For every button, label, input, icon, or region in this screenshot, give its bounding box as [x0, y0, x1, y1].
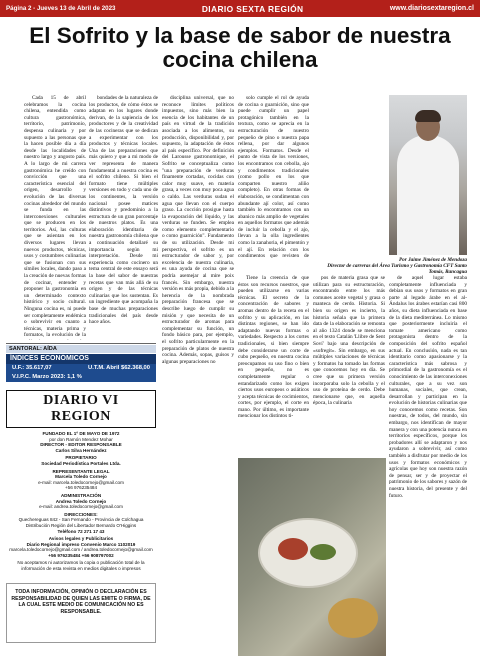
ipc-value: V.I.P.C. Marzo 2023: 1,1 %	[12, 374, 82, 380]
column-text: Cada 15 de abril celebramos la cocina chilena, entendida como cultura gastronómica, territorio, patrimonio, despensa culinaria y por supuesto a las personas que la hacen posible día a día desde las localidades de nuestro largo y angosto país. A lo largo de mi carrera gastronómica he creído con convicción que una característica esencial del origen, desarrollo y evolución de las diversas cocinas alrededor del mundo se funda en las interconexiones culturales que se producen en los territorios. Así, las culturas que se asientan en los diversos lugares llevan nuevos productos, técnicas, usos y costumbres culinarias que se fusionan con sus símiles locales, dando paso a la creación de nuevas formas de cocinar, entender y proponer la gastronomía en un determinado contexto histórico y socio cultural. Ninguna cocina es, ni puede ser completamente endémica o sobrevivir en cuanto a técnicas, materia prima y formatos, la evolución de la	[24, 95, 86, 339]
masthead	[6, 387, 156, 427]
address-line: Teléfono 72 271 17 43	[57, 528, 105, 534]
author-photo	[389, 95, 467, 255]
bowl-shape	[328, 598, 378, 638]
owner-label: PROPIETARIO	[65, 455, 97, 461]
article-title: El Sofrito y la base de sabor de nuestra cocina chilena	[29, 23, 451, 72]
ads-email: marcela.toledocornejo@gmail.com / andrea.toledocornejo@gmail.com	[9, 547, 153, 553]
author-role: Director de carreras del Área Turismo y Gastronomía CFT Santo Tomás, Rancagua	[327, 263, 467, 276]
article-column-4	[238, 95, 309, 260]
legal-rep-email: e-mail: marcela.toledocornejo@gmail.com	[38, 479, 124, 485]
legal-rep-label: REPRESENTANTE LEGAL	[52, 468, 110, 474]
credits-block	[6, 431, 156, 572]
uf-value: U.F.: 35.617,07	[12, 365, 52, 371]
ads-phones: +56 976235484 +56 908797002	[48, 552, 114, 558]
column-text: pos de materia grasa que se utilizan para su estructuración, encontrando entre los más comunes aceite vegetal y grasa o manteca de cerdo. Historia. Si bien su origen es incierto, la historia señala que la primera data de la elaboración se remonta al año 1324 donde se menciona en el texto Catalán 'Llibre de Sent Soví' bajo una descripción de «sofregit». Sin embargo, en sus múltiples variaciones de técnicas y formatos ha tomado las formas que conocemos hoy en día. Se cree que su primera versión incorporaba solo la cebolla y el uso de proteína de cerdo. Debe mencionarse que, en aquella época, la culinaria	[313, 275, 385, 407]
indices-row	[6, 364, 156, 373]
santoral-bar: SANTORAL: AÍDA	[6, 345, 156, 353]
founded-line: FUNDADO EL 1º DE MAYO DE 1972	[42, 431, 120, 436]
admin-name: Andrea Toledo Cornejo	[55, 498, 107, 504]
logo-text: DIARIO VI REGION	[43, 393, 119, 424]
website-link[interactable]: www.diariosextaregion.cl	[389, 5, 474, 12]
article-column-8	[389, 275, 467, 670]
address-line: Distribución Región del Libertador Bernardo O'Higgins	[25, 522, 137, 528]
disclaimer: No aceptamos ni autorizamos la copia o publicación total de la información de esta revista en medios digitales o impresos	[17, 560, 145, 572]
indices-row	[6, 373, 156, 382]
plate-shape	[258, 518, 358, 588]
author-hair	[415, 110, 441, 122]
responsibility-notice: TODA INFORMACIÓN, OPINIÓN O DECLARACIÓN ES RESPONSABILIDAD DE QUIEN LAS EMITE O FIRMA, DE LA CUAL ESTE MEDIO DE COMUNICACIÓN NO ES RESPONSABLE.	[6, 583, 156, 643]
legal-rep-name: Marcela Toledo Cornejo	[55, 474, 107, 480]
owner-name: Sociedad Periodística Portales Ltda.	[41, 460, 121, 466]
admin-label: ADMINISTRACIÓN	[60, 492, 102, 498]
legal-rep-phone: +56 976235484	[64, 485, 98, 491]
article-column-3	[162, 95, 234, 670]
brand-name: DIARIO SEXTA REGIÓN	[201, 3, 304, 14]
newspaper-logo	[6, 390, 156, 428]
page-date: Página 2 - Jueves 13 de Abril de 2023	[6, 5, 116, 12]
top-bar	[0, 0, 480, 17]
article-column-1	[24, 95, 86, 340]
founder-line: por don Ramón Mendez Mohar	[49, 436, 113, 442]
column-text: disciplina universal, que no reconoce límites políticos impuestos, sino más bien la esencia de los habitantes de un país en virtud de la tradición asociada a los alimentos, su producción, disponibilidad y, por supuesto, la adaptación de éstos al país específico. Por definición del Larousse gastronomique, el Sofrito se conceptualiza como "una preparación de verduras finamente cortadas, cocidas con calor muy suave, en materia grasa, a veces con muy poca agua o caldo. Las verduras sudan el agua que llevan con el cuerpo graso. La cocción prosigue hasta la evaporación del líquido, y las verduras se funden. Se emplea como elemento complementario o como guarnición". Fundamento de su utilización. Desde mi perspectiva, el sofrito es un estructurador de sabor y, por excelencia de nuestra culinaria, es una ayuda de cocina que se podría asemejar al mire poix francés. Sin embargo, nuestra versión es más propia, debido a la herencia de la nombrada preparación francesa que se describe luego de cumplir su misión y que necesita de un estructurador de aromas para complementar su función, un fondo básico para, por ejemplo, el sofrito particularmente en la preparación de platos de nuestra cocina. Además, sopas, guisos y algunas preparaciones no	[162, 95, 234, 365]
column-text: solo cumple el rol de ayuda de cocina o guarnición, sino que puede cumplir un papel protagónico también en la textura, como se aprecia en la estructuración de nuestro pequeño de pino o nuestra papa rellena, por dar algunos ejemplos. Formatos. Desde el punto de vista de los versiones, los encontramos con cebolla, ajo y condimentos tradicionales (como pollo en los que comparten nuestro aliño completo). En otras formas de elaboración, se condimentan con abundante ají color, así como también lo encontramos con un abanico más amplio de vegetales en aquellos formatos que además de incluir la cebolla y el ajo, llevan a la olla ingredientes como la zanahoria, el pimentón y el ají. En relación con los condimentos que revisten de	[238, 95, 309, 260]
column-text: bondades de la naturaleza de los productos, de cómo éstos se adaptan en los lugares donde derivan, de la sapiencia de los productores y de la creatividad de las cocineras que se dedican a experimentar con los productos y técnicas locales. Una de las preparaciones que más quiero y que a mi modo de ver representa de manera fundamental a nuestra cocina es el sofrito chileno. Si bien el formato tiene múltiples versiones en todo y cada uno de los continentes, la versión nacional posee matices distintivos y predominio a la estructura de un gran porcentaje de nuestros platos. Es una elaboración identitaria de nuestra gastronomía chilena que a continuación detallaré su importancia según mi interpretación. Desde mi experiencia como cocinero un tema central de este ensayo será la base del sabor de nuestras recetas que van más allá de su origen y de las técnicas culinarias que los sustentan. Es un ingrediente que acompaña la base de muchas preparaciones tradicionales del país desde hace años.	[89, 95, 158, 326]
ads-label: Avisos legales y Publicitarios	[48, 536, 114, 542]
column-text: Tiene la creencia de que éstos son recursos nuestros, que pueden utilizarse en varias técnicas. El secreto de la concentración de sabores y aromas dentro de la receta en el sofrito y su aplicación, en las distintas regiones, se han ido adaptando nuevas formas o variedades. Respecto a los cortes tradicionales, si bien siempre debe considerarse un corte de cubo pequeño, en nuestra cocina preocupamos su uso fino o bien en pequeño, no es completamente regular o estandarizado como los exigen ciertos usos europeos o asiáticos y acepta técnicas de cocimientos, cortes, por ejemplo, el corte en mano. Por último, es importante mencionar los distintos ti-	[238, 275, 309, 420]
address-label: DIRECCIONES:	[64, 511, 98, 517]
admin-email: e-mail: andrea.toledocornejo@gmail.com	[39, 504, 123, 510]
divider	[6, 343, 156, 344]
ads-line: Diario Regional impreso Convenio Marco 1102019	[26, 541, 136, 547]
author-caption	[313, 257, 467, 276]
author-name: Por Jaime Jiménez de Mendoza	[398, 257, 467, 263]
address-line: Quechereguas 842 - San Fernando - Provincia de Colchagua	[18, 517, 144, 523]
food-photo	[238, 458, 386, 656]
indices-title: ÍNDICES ECONÓMICOS	[6, 354, 156, 364]
food-shape	[278, 538, 308, 560]
chef-coat	[397, 135, 459, 255]
director-label: DIRECTOR - EDITOR RESPONSABLE	[40, 442, 122, 448]
economic-indices	[6, 354, 156, 382]
utm-value: U.T.M. Abril $62.368,00	[88, 365, 150, 371]
column-text: de aquel lugar estaba completamente influenciada y debían sus usos y formatos en gran parte al legado árabe en el al-Ándalus los árabes estarían casi 800 años, su dieta influenciada en base de la dieta mediterránea. Lo mismo que posteriormente incluiría el tomate americano como protagonista dentro de la composición del sofrito español actual. En conclusión, nada es tan identitario como apasionarse y la característica más sabrosa y primordial de la gastronomía es el conocimiento de las interconexiones culturales, que a su vez son humanas, sociales, que crean, desarrollan y participan en la evolución de historias culinarias que hoy conocemos como recetas. Son nuestras, de todos, del mundo, sin embargo, nos identifican de mayor manera y con una potencia nunca en territorios específicos, porque los probadores allí se adaptaron y nos ayudaron a sobrevivir, así como también a disfrutar por medio de los usos y formatos económicos y agrícolas que hoy son nuestra razón de pensar, ser y de proyectar el patrimonio de los sabores y sazón de nuestra historia, del presente y del futuro.	[389, 275, 467, 499]
article-column-5	[313, 95, 385, 280]
director-name: Carlos Silva Hernández	[55, 447, 107, 453]
food-shape	[310, 544, 336, 560]
